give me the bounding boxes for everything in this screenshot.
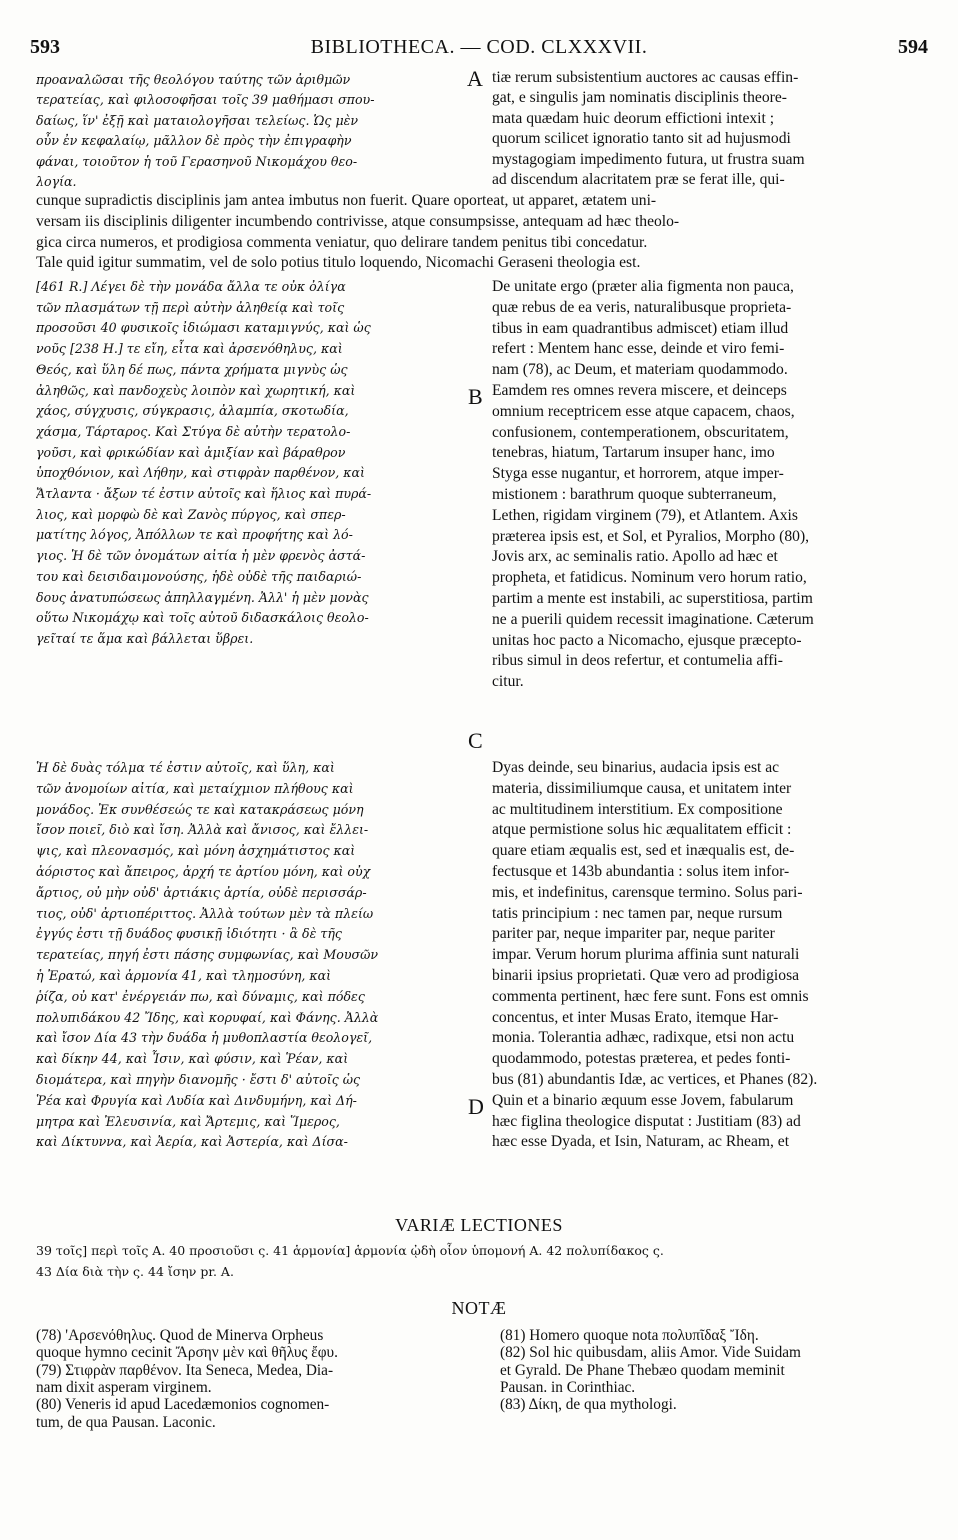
greek-line: δους ἀνατυπώσεως ἀπηλλαγμένη. Ἀλλ' ἡ μὲν μονὰς bbox=[36, 589, 369, 605]
greek-line: Ἄτλαντα · ἄξων τέ ἐστιν αὐτοῖς καὶ ἥλιος καὶ πυρά- bbox=[36, 486, 372, 501]
latin-line: commenta pertinent, hæc fere sunt. Fons est omnis bbox=[492, 987, 809, 1005]
latin-line: fectusque et 143b abundantia : solus item infor- bbox=[492, 863, 790, 880]
greek-line: ἀόριστος καὶ ἄπειρος, ἀρχή τε ἀρτίου μόνη, καὶ οὐχ bbox=[36, 864, 371, 879]
latin-line: unitas hoc pacto a Nicomacho, ejusque præcepto- bbox=[492, 631, 802, 649]
greek-line: λιος, καὶ μορφὼ δὲ καὶ Ζανὸς πύργος, καὶ σπερ- bbox=[36, 506, 346, 522]
running-title: BIBLIOTHECA. — COD. CLXXXVII. bbox=[310, 36, 648, 58]
margin-marker-a: A bbox=[467, 66, 483, 91]
latin-line: binarii ipsius proprietati. Quæ vero ad prodigiosa bbox=[492, 967, 800, 984]
greek-line: οὕτω Νικομάχῳ καὶ τοῖς αὐτοῦ διδασκάλοις θεολο- bbox=[36, 610, 369, 626]
note-line: (80) Veneris id apud Lacedæmonios cognomen- bbox=[36, 1396, 330, 1414]
greek-line: καὶ ἴσον Δία 43 τὴν δυάδα ἡ μυθοπλαστία θεολογεῖ, bbox=[36, 1030, 373, 1046]
latin-line: Tale quid igitur summatim, vel de solo potius titulo loquendo, Nicomachi Geraseni theologia est. bbox=[36, 254, 641, 272]
latin-line: Jovis arx, ac seminalis ratio. Apollo ad hæc et bbox=[492, 548, 778, 566]
greek-line: Θεός, καὶ ὕλη δέ πως, πάντα χρήματα μιγνὺς ὡς bbox=[36, 361, 348, 377]
greek-line: τῶν ἀνομοίων αἰτία, καὶ μεταίχμιον πλήθους καὶ bbox=[36, 780, 354, 796]
greek-line: χάσμα, Τάρταρος. Καὶ Στύγα δὲ αὐτὴν τερατολο- bbox=[36, 423, 351, 439]
latin-line: tibus in eam quadrantibus admiscet) etiam illud bbox=[492, 319, 789, 337]
greek-line: νοῦς [238 H.] τε εἴη, εἶτα καὶ ἀρσενόθηλυς, καὶ bbox=[36, 341, 343, 357]
note-line: Pausan. in Corinthiac. bbox=[500, 1378, 636, 1396]
latin-line: mystagogiam impedimento futura, ut frustra suam bbox=[492, 150, 805, 168]
latin-line: ac multitudinem interstitium. Ex compositione bbox=[492, 800, 783, 818]
greek-line: γεῖταί τε ἅμα καὶ βάλλεται ὕβρει. bbox=[36, 630, 254, 646]
latin-line: cunque supradictis disciplinis jam antea imbutus non fuerit. Quare oporteat, ut apparet, ætatem uni- bbox=[36, 192, 657, 209]
variae-lectiones-heading: VARIÆ LECTIONES bbox=[395, 1215, 563, 1235]
latin-line: ne a puerili quidem recessit imaginatione. Cæterum bbox=[492, 610, 814, 628]
latin-line: hæc figlina theologice disputat : Justitiam (83) ad bbox=[492, 1112, 801, 1130]
variant-reading-line: 39 τοῖς] περὶ τοῖς A. 40 προσιοῦσι ς. 41 ἁρμονία] ἁρμονία ᾠδὴ οἷον ὑπομονή A. 42 πολυπίδακος ς. bbox=[36, 1243, 664, 1258]
latin-line: quæ rebus de ea veris, naturalibusque proprieta- bbox=[492, 298, 792, 316]
latin-line: confusionem, contemperationem, obscuritatem, bbox=[492, 423, 789, 441]
greek-line: ἡ Ἐρατώ, καὶ ἁρμονία 41, καὶ τλημοσύνη, καὶ bbox=[36, 968, 332, 983]
greek-line: Ῥέα καὶ Φρυγία καὶ Λυδία καὶ Δινδυμήνη, καὶ Δή- bbox=[36, 1092, 357, 1108]
latin-line: ribus simul in deos refertur, et contumelia affi- bbox=[492, 652, 783, 670]
greek-line: ἄρτιος, οὐ μὴν οὐδ' ἀρτιάκις ἀρτία, οὐδὲ περισσάρ- bbox=[36, 884, 367, 900]
greek-line: ματίτης λόγος, Ἀπόλλων τε καὶ προφήτης καὶ λό- bbox=[36, 527, 353, 543]
latin-line: propheta, et fatidicus. Nominum vero horum ratio, bbox=[492, 569, 807, 587]
note-line: quoque hymno cecinit Ἄρσην μὲν καὶ θῆλυς ἔφυ. bbox=[36, 1344, 338, 1362]
latin-line: impar. Verum horum plurima affinia sunt naturali bbox=[492, 946, 800, 964]
latin-line: pariter par, neque impariter par, neque pariter bbox=[492, 925, 775, 943]
greek-line: ἀληθῶς, καὶ πανδοχεὺς λοιπὸν καὶ χωρητική, καὶ bbox=[36, 382, 356, 398]
greek-line: μονάδος. Ἐκ συνθέσεώς τε καὶ κατακράσεως μόνη bbox=[36, 801, 364, 817]
page-number-right: 594 bbox=[898, 36, 928, 58]
note-line: (82) Sol hic quibusdam, aliis Amor. Vide Suidam bbox=[500, 1344, 801, 1362]
greek-line: μητρα καὶ Ἐλευσινία, καὶ Ἄρτεμις, καὶ Ἵμερος, bbox=[36, 1113, 340, 1129]
latin-line: nam (78), ac Deum, et materiam quodammodo. bbox=[492, 361, 788, 379]
latin-line: bus (81) abundantis Idæ, ac vertices, et Phanes (82). bbox=[492, 1071, 818, 1088]
latin-line: citur. bbox=[492, 673, 524, 691]
latin-line: materia, dissimiliumque causa, et unitatem inter bbox=[492, 779, 792, 797]
greek-line: τερατείας, καὶ φιλοσοφῆσαι τοῖς 39 μαθήμασι σπου- bbox=[36, 92, 375, 108]
latin-line: Styga esse nugantur, et horrorem, atque imper- bbox=[492, 465, 784, 483]
greek-line: γιος. Ἡ δὲ τῶν ὀνομάτων αἰτία ἡ μὲν φρενὸς ἀστά- bbox=[36, 548, 366, 564]
latin-line: monia. Tolerantia adhæc, radixque, etsi non actu bbox=[492, 1029, 795, 1047]
latin-line: De unitate ergo (præter alia figmenta non pauca, bbox=[492, 278, 794, 295]
running-header bbox=[30, 36, 928, 62]
notae-heading: NOTÆ bbox=[451, 1298, 507, 1318]
latin-line: ad discendum alacritatem præ se ferat ille, qui- bbox=[492, 171, 785, 188]
latin-line: gica circa numeros, et prodigiosa commenta veniatur, quo delirare tandem penitus tibi concedatur. bbox=[36, 233, 648, 251]
greek-line: τιος, οὐδ' ἀρτιοπέριττος. Ἀλλὰ τούτων μὲν τὰ πλείω bbox=[36, 905, 374, 921]
latin-line: versam iis disciplinis diligenter incumbendo contrivisse, atque consumpsisse, antequam ad hæc theolo- bbox=[36, 212, 680, 230]
page-number-left: 593 bbox=[30, 36, 60, 58]
latin-line: quorum scilicet ignoratio tanto sit ad hujusmodi bbox=[492, 130, 791, 148]
latin-line: tenebras, hiatum, Tartarum insuper hanc, imo bbox=[492, 444, 775, 462]
note-line: (78) 'Αρσενόθηλυς. Quod de Minerva Orpheus bbox=[36, 1327, 324, 1344]
latin-line: quodammodo, potestas præterea, et pedes fonti- bbox=[492, 1050, 791, 1068]
greek-line: φάναι, τοιοῦτον ἡ τοῦ Γερασηνοῦ Νικομάχου θεο- bbox=[36, 153, 358, 169]
greek-line: τῶν πλασμάτων τῇ περὶ αὐτὴν ἀληθείᾳ καὶ τοῖς bbox=[36, 299, 345, 315]
greek-line: Ἡ δὲ δυὰς τόλμα τέ ἐστιν αὐτοῖς, καὶ ὕλη, καὶ bbox=[36, 760, 335, 775]
latin-line: Eamdem res omnes revera miscere, et deinceps bbox=[492, 382, 787, 399]
latin-line: mata quædam huic deorum effictioni intexit ; bbox=[492, 109, 775, 127]
greek-line: ψις, καὶ πλεονασμός, καὶ μόνη ἀσχημάτιστος καὶ bbox=[36, 843, 356, 859]
greek-line: γοῦσι, καὶ φρικώδίαν καὶ ἀμιξίαν καὶ βάραθρον bbox=[36, 444, 346, 460]
latin-line: partim a mente est instabili, ac superstitiosa, partim bbox=[492, 590, 813, 607]
variant-reading-line: 43 Δία διὰ τὴν ς. 44 ἴσην pr. A. bbox=[36, 1264, 234, 1279]
greek-line: πολυπιδάκου 42 Ἴδης, καὶ κορυφαί, καὶ Φάνης. Ἀλλὰ bbox=[36, 1009, 379, 1025]
margin-marker-b: B bbox=[468, 384, 483, 409]
greek-line: προαναλῶσαι τῆς θεολόγου ταύτης τῶν ἀριθμῶν bbox=[36, 72, 351, 87]
greek-line: καὶ δίκην 44, καὶ Ἶσιν, καὶ φύσιν, καὶ Ῥέαν, καὶ bbox=[36, 1051, 349, 1067]
greek-line: ἐγγύς ἐστι τῇ δυάδος φυσικῇ ἰδιότητι · ἃ δὲ τῆς bbox=[36, 926, 342, 942]
note-line: tum, de qua Pausan. Laconic. bbox=[36, 1413, 216, 1431]
greek-line: [461 R.] Λέγει δὲ τὴν μονάδα ἄλλα τε οὐκ ὀλίγα bbox=[36, 279, 346, 294]
latin-line: Dyas deinde, seu binarius, audacia ipsis est ac bbox=[492, 759, 780, 776]
latin-line: refert : Mentem hanc esse, deinde et viro femi- bbox=[492, 340, 785, 358]
greek-line: ὑποχθόνιον, καὶ Λήθην, καὶ στιφρὰν παρθένον, καὶ bbox=[36, 465, 365, 481]
greek-line: προσοῦσι 40 φυσικοῖς ἰδιώμασι καταμιγνύς, καὶ ὡς bbox=[36, 320, 371, 336]
greek-line: τερατείας, πηγή ἐστι πάσης συμφωνίας, καὶ Μουσῶν bbox=[36, 947, 379, 963]
greek-line: ῥίζα, οὐ κατ' ἐνέργειάν πω, καὶ δύναμις, καὶ πόδες bbox=[36, 988, 365, 1004]
note-line: nam dixit asperam virginem. bbox=[36, 1378, 212, 1396]
greek-line: ἴσον ποιεῖ, διὸ καὶ ἴση. Ἀλλὰ καὶ ἄνισος, καὶ ἔλλει- bbox=[36, 822, 369, 838]
latin-line: mistionem : barathrum quoque subterraneum, bbox=[492, 486, 777, 503]
greek-line: οὖν ἐν κεφαλαίῳ, μᾶλλον δὲ πρὸς τὴν ἐπιγραφὴν bbox=[36, 133, 352, 149]
greek-line: του καὶ δεισιδαιμονούσης, ἡδὲ οὐδὲ τῆς παιδαριώ- bbox=[36, 568, 362, 584]
latin-line: quare etiam æqualis est, sed et inæqualis est, de- bbox=[492, 842, 795, 860]
latin-line: omnium receptricem esse atque capacem, chaos, bbox=[492, 402, 795, 420]
greek-line: καὶ Δίκτυννα, καὶ Ἀερία, καὶ Ἀστερία, καὶ Δίσα- bbox=[36, 1134, 348, 1150]
note-line: et Gyrald. De Phane Thebæo quodam meminit bbox=[500, 1361, 785, 1379]
margin-marker-c: C bbox=[468, 728, 483, 753]
latin-line: gat, e singulis jam nominatis disciplinis theore- bbox=[492, 89, 787, 107]
note-line: (83) Δίκη, de qua mythologi. bbox=[500, 1396, 677, 1414]
latin-line: Quin et a binario æquum esse Jovem, fabularum bbox=[492, 1091, 794, 1109]
note-line: (81) Homero quoque nota πολυπῖδαξ Ἴδη. bbox=[500, 1327, 759, 1344]
latin-line: mis, et indefinitus, carensque termino. Solus pari- bbox=[492, 883, 803, 901]
latin-line: Lethen, rigidam virginem (79), et Atlantem. Axis bbox=[492, 506, 798, 524]
greek-line: χάος, σύγχυσις, σύγκρασις, ἀλαμπία, σκοτωδία, bbox=[36, 403, 349, 419]
latin-line: atque permistione solus hic æqualitatem efficit : bbox=[492, 821, 792, 839]
latin-line: præterea ipsis est, et Sol, et Pyralios, Morpho (80), bbox=[492, 527, 810, 545]
greek-line: λογία. bbox=[36, 174, 77, 189]
margin-marker-d: D bbox=[468, 1094, 484, 1119]
latin-line: hæc esse Dyada, et Isin, Naturam, ac Rheam, et bbox=[492, 1133, 790, 1151]
latin-line: concentus, et inter Musas Erato, itemque Har- bbox=[492, 1008, 779, 1026]
greek-line: διομάτερα, καὶ πηγὴν διανομῆς · ἔστι δ' αὐτοῖς ὡς bbox=[36, 1072, 361, 1087]
latin-line: tiæ rerum subsistentium auctores ac causas effin- bbox=[492, 69, 799, 86]
note-line: (79) Στιφρὰν παρθένον. Ita Seneca, Medea, Dia- bbox=[36, 1361, 334, 1379]
latin-line: tatis principium : nec tamen par, neque rursum bbox=[492, 904, 783, 922]
greek-line: δαίως, ἵν' ἐξῇ καὶ ματαιολογῆσαι τελείως. Ὡς μὲν bbox=[36, 112, 359, 128]
